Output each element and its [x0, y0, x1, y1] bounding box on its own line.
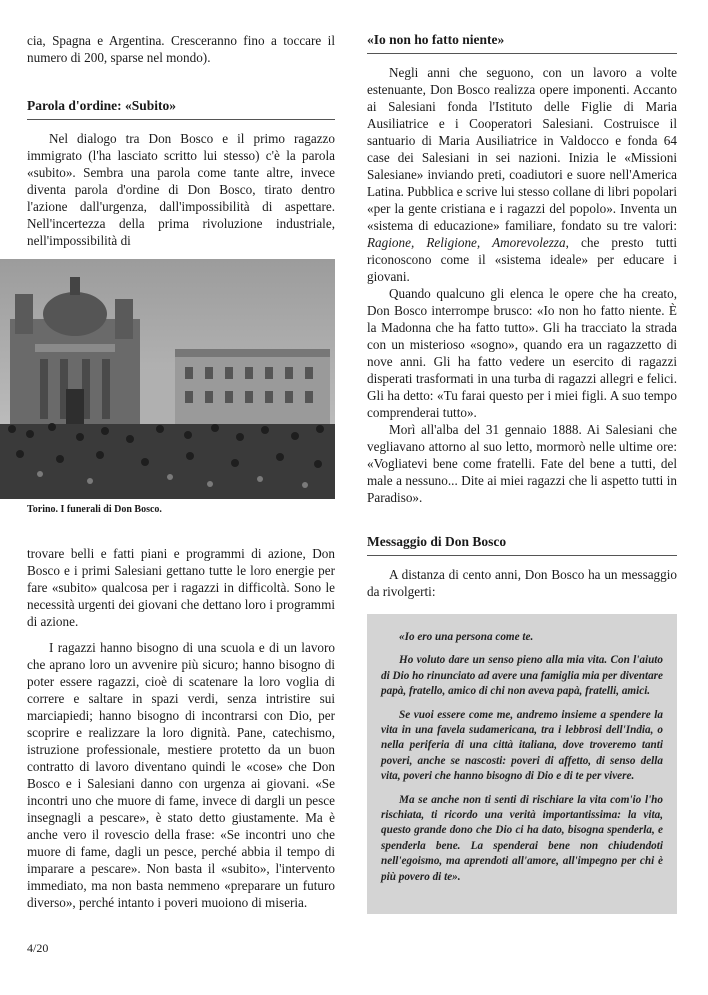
right-column	[367, 32, 677, 914]
intro-paragraph: cia, Spagna e Argentina. Cresceranno fino a toccare il numero di 200, sparse nel mondo).	[27, 33, 335, 65]
paragraph-niente-1	[367, 64, 677, 285]
paragraph-niente-2: Quando qualcuno gli elenca le opere che ha creato, Don Bosco interrompe brusco: «Io non ho fatto niente. È la Madonna che ha fatto tutto». Gli ha tracciato la strada con un misterioso «sogno», quando era un ragazzetto di nove anni. Gli ha fatto vedere un esercito di ragazzi disperati trasformati in una turba di ragazzi allegri e felici. Gli ha detto: «Tu farai questo per i miei figli. A suo tempo comprenderai tutto».	[367, 286, 677, 420]
message-box	[367, 614, 677, 914]
section-heading-niente: «Io non ho fatto niente»	[367, 32, 677, 54]
message-paragraph-2: Se vuoi essere come me, andremo insieme a spendere la vita in una favela sudamericana, tra i lebbrosi dell'India, o nella periferia di una città italiana, dove troveremo tanti poveri, anche se nascosti: poveri di affetto, di senso della vita, poveri che hanno bisogno di Dio e di te per vivere.	[381, 708, 663, 783]
paragraph-niente-1-text: Negli anni che seguono, con un lavoro a volte estenuante, Don Bosco realizza opere imponenti. Accanto ai Salesiani fonda l'Istituto delle Figlie di Maria Ausiliatrice e i Cooperatori Salesiani. Costruisce il santuario di Maria Ausiliatrice in Valdocco e fonda 64 case dei Salesiani in sei nazioni. Inizia le «Missioni Salesiane» inviando preti, coadiutori e suore nell'America Latina. Pubblica e scrive lui stesso collane di libri popolari «per la gente cristiana e i ragazzi del popolo». Inventa un «sistema di educazione» familiare, fondato su tre valori:	[367, 65, 677, 233]
message-line-1: «Io ero una persona come te.	[399, 631, 534, 643]
paragraph-subito-1: Nel dialogo tra Don Bosco e il primo ragazzo immigrato (l'ha lasciato scritto lui stesso) c'è la parola «subito». Sembra una parola come tante altre, invece diventa parola d'ordine di Don Bosco, tirato dentro l'azione dall'urgenza, dall'impossibilità di aspettare. Nell'incertezza della prima rivoluzione industriale, nell'impossibilità di	[27, 131, 335, 248]
funeral-photo	[0, 259, 335, 499]
paragraph-niente-1-end: , che presto tutti riconoscono come il «sistema ideale» per educare i giovani.	[367, 235, 678, 284]
page-number: 4/20	[27, 941, 49, 955]
paragraph-niente-3: Morì all'alba del 31 gennaio 1888. Ai Salesiani che vegliavano attorno al suo letto, mormorò nelle ultime ore: «Vogliatevi bene come fratelli. Fate del bene a tutti, del male a nessuno... Dite ai miei ragazzi che li aspetto tutti in Paradiso».	[367, 422, 677, 505]
message-paragraph-1: Ho voluto dare un senso pieno alla mia vita. Con l'aiuto di Dio ho rinunciato ad avere una famiglia mia per diventare papà, fratello, amico di chi non aveva papà, fratelli, amici.	[381, 654, 663, 698]
section-heading-messaggio: Messaggio di Don Bosco	[367, 534, 677, 556]
paragraph-messaggio-intro: A distanza di cento anni, Don Bosco ha un messaggio da rivolgerti:	[367, 567, 677, 599]
three-values: Ragione, Religione, Amorevolezza	[367, 235, 566, 250]
photo-caption: Torino. I funerali di Don Bosco.	[27, 504, 162, 515]
paragraph-subito-3: I ragazzi hanno bisogno di una scuola e di un lavoro che aprano loro un avvenire più sicuro; hanno bisogno di poter essere ragazzi, cioè di scatenare la loro voglia di correre e saltare in spazi verdi, senza intristire sui marciapiedi; hanno bisogno di incontrarsi con Dio, per scoprire e realizzare la loro dignità. Pane, catechismo, istruzione professionale, mestiere protetto da un buon contratto di lavoro diventano quindi le «cose» che Don Bosco e i Salesiani danno con urgenza ai giovani. «Se incontri uno che muore di fame, invece di dargli un pesce insegnagli a pescare», è stato detto giustamente. Ma è anche vero il rovescio della frase: «Se incontri uno che muore di fame, dagli un pesce, perché abbia il tempo di imparare a pescare». Non basta il «subito», l'intervento immediato, ma non basta nemmeno «preparare un futuro diverso», perché intanto i poveri muoiono di miseria.	[27, 640, 335, 910]
paragraph-subito-2: trovare belli e fatti piani e programmi di azione, Don Bosco e i primi Salesiani gettano tutte le loro energie per fare «subito» qualcosa per i ragazzi in difficoltà. Sono le necessità urgenti dei giovani che dettano loro i programmi di azione.	[27, 546, 335, 629]
left-column	[27, 32, 335, 911]
message-paragraph-3: Ma se anche non ti senti di rischiare la vita com'io l'ho rischiata, ti ricordo una verità importantissima: la vita, questo grande dono che Dio ci ha dato, bisogna spenderla, e spenderla bene. La spenderai bene non chiudendoti nell'egoismo, ma aprendoti all'amore, all'impegno per chi è più povero di te».	[381, 793, 663, 883]
section-heading-subito: Parola d'ordine: «Subito»	[27, 98, 335, 120]
